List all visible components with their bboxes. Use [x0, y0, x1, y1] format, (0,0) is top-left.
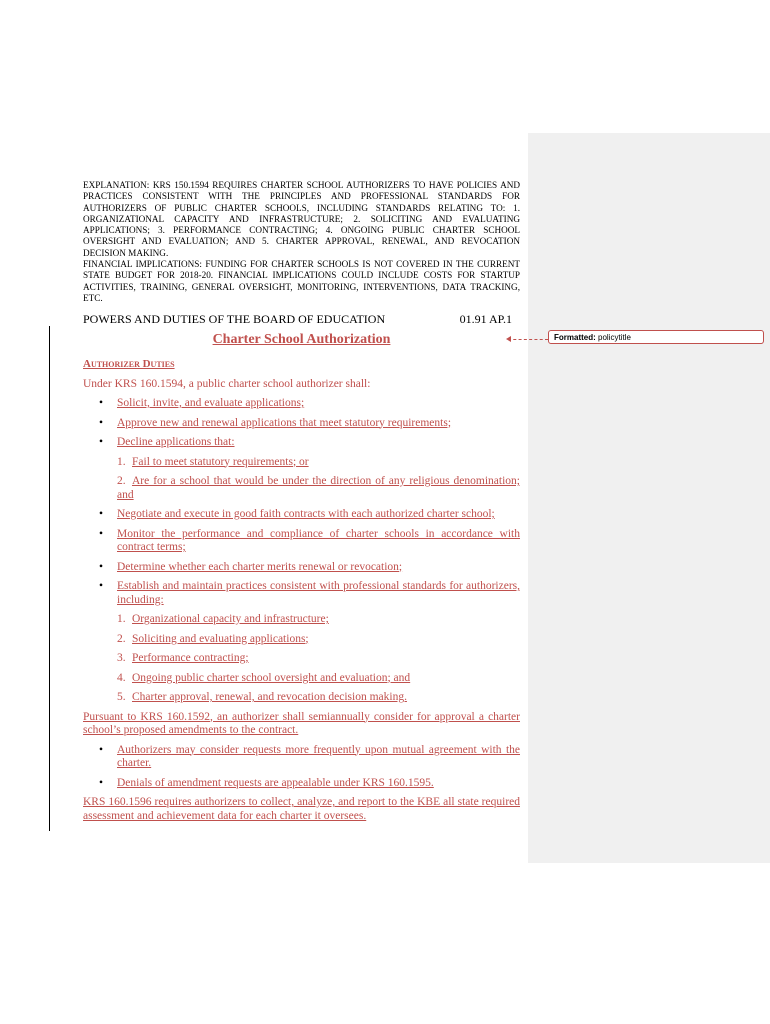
list-item-text: Approve new and renewal applications that meet statutory requirements; — [117, 416, 452, 429]
item-text: Performance contracting; — [132, 652, 249, 664]
item-number: 2. — [117, 475, 126, 487]
numbered-item — [83, 613, 520, 627]
financial-implications-paragraph: FINANCIAL IMPLICATIONS: FUNDING FOR CHARTER SCHOOLS IS NOT COVERED IN THE CURRENT STATE BUDGET FOR 2018-20. FINANCIAL IMPLICATIONS COULD INCLUDE COSTS FOR STARTUP ACTIVITIES, TRAINING, GENERAL OVERSIGHT, MONITORING, INTERVENTIONS, DATA TRACKING, ETC. — [83, 259, 520, 303]
numbered-item — [83, 456, 520, 470]
closing-text: KRS 160.1596 requires authorizers to collect, analyze, and report to the KBE all state required assessment and achievement data for each charter it oversees. — [83, 796, 520, 822]
list-item — [83, 777, 520, 791]
item-text: Are for a school that would be under the direction of any religious denomination; and — [117, 475, 520, 501]
change-bar — [49, 326, 50, 831]
list-item-text: Determine whether each charter merits renewal or revocation; — [117, 560, 403, 573]
intro-paragraph — [83, 378, 520, 392]
item-number: 5. — [117, 691, 126, 703]
list-item — [83, 436, 520, 450]
section-heading: Authorizer Duties — [83, 358, 175, 370]
item-text: Ongoing public charter school oversight and evaluation; and — [132, 671, 411, 684]
policy-code: 01.91 AP.1 — [459, 312, 512, 326]
list-item-text: Decline applications that: — [117, 436, 235, 448]
numbered-item — [83, 475, 520, 502]
pursuant-text: Pursuant to KRS 160.1592, an authorizer shall semiannually consider for approval a charter school’s proposed amendments to the contract. — [83, 710, 520, 736]
policy-body — [83, 358, 520, 829]
list-item-text: Establish and maintain practices consistent with professional standards for authorizers, including: — [117, 580, 520, 606]
list-item — [83, 744, 520, 771]
list-item-text: Authorizers may consider requests more frequently upon mutual agreement with the charter. — [117, 743, 520, 769]
item-text: Organizational capacity and infrastructure; — [132, 613, 329, 625]
item-number: 1. — [117, 613, 126, 625]
explanation-paragraph: EXPLANATION: KRS 150.1594 REQUIRES CHARTER SCHOOL AUTHORIZERS TO HAVE POLICIES AND PRACTICES CONSISTENT WITH THE PRINCIPLES AND PROFESSIONAL STANDARDS FOR AUTHORIZERS OF PUBLIC CHARTER SCHOOLS, INCLUDING STANDARDS RELATING TO: 1. ORGANIZATIONAL CAPACITY AND INFRASTRUCTURE; 2. SOLICITING AND EVALUATING APPLICATIONS; 3. PERFORMANCE CONTRACTING; 4. ONGOING PUBLIC CHARTER SCHOOL OVERSIGHT AND EVALUATION; AND 5. CHARTER APPROVAL, RENEWAL, AND REVOCATION DECISION MAKING. — [83, 180, 520, 258]
numbered-item — [83, 691, 520, 705]
closing-paragraph — [83, 796, 520, 823]
explanation-block — [83, 180, 520, 304]
policy-title: Charter School Authorization — [212, 332, 391, 347]
comment-label: Formatted: — [554, 333, 596, 342]
list-item — [83, 528, 520, 555]
numbered-item — [83, 633, 520, 647]
intro-text: Under KRS 160.1594, a public charter school authorizer shall: — [83, 377, 371, 390]
item-number: 4. — [117, 671, 126, 684]
numbered-item — [83, 672, 520, 686]
comment-value: policytitle — [598, 333, 631, 342]
item-text: Soliciting and evaluating applications; — [132, 632, 309, 645]
list-item — [83, 580, 520, 607]
list-item-text: Negotiate and execute in good faith contracts with each authorized charter school; — [117, 508, 495, 520]
item-number: 2. — [117, 632, 126, 645]
section-title: POWERS AND DUTIES OF THE BOARD OF EDUCATION — [83, 312, 386, 326]
formatting-comment-balloon[interactable] — [548, 330, 764, 344]
list-item — [83, 508, 520, 522]
list-item — [83, 397, 520, 411]
policy-header — [83, 312, 520, 326]
item-text: Fail to meet statutory requirements; or — [132, 455, 309, 468]
comments-pane — [528, 133, 770, 863]
list-item-text: Solicit, invite, and evaluate applications; — [117, 397, 305, 409]
list-item — [83, 561, 520, 575]
item-number: 1. — [117, 455, 126, 468]
list-item-text: Monitor the performance and compliance of charter schools in accordance with contract terms; — [117, 527, 520, 553]
numbered-item — [83, 652, 520, 666]
list-item-text: Denials of amendment requests are appealable under KRS 160.1595. — [117, 776, 434, 789]
item-text: Charter approval, renewal, and revocation decision making. — [132, 691, 407, 703]
item-number: 3. — [117, 652, 126, 664]
list-item — [83, 417, 520, 431]
pursuant-paragraph — [83, 711, 520, 738]
